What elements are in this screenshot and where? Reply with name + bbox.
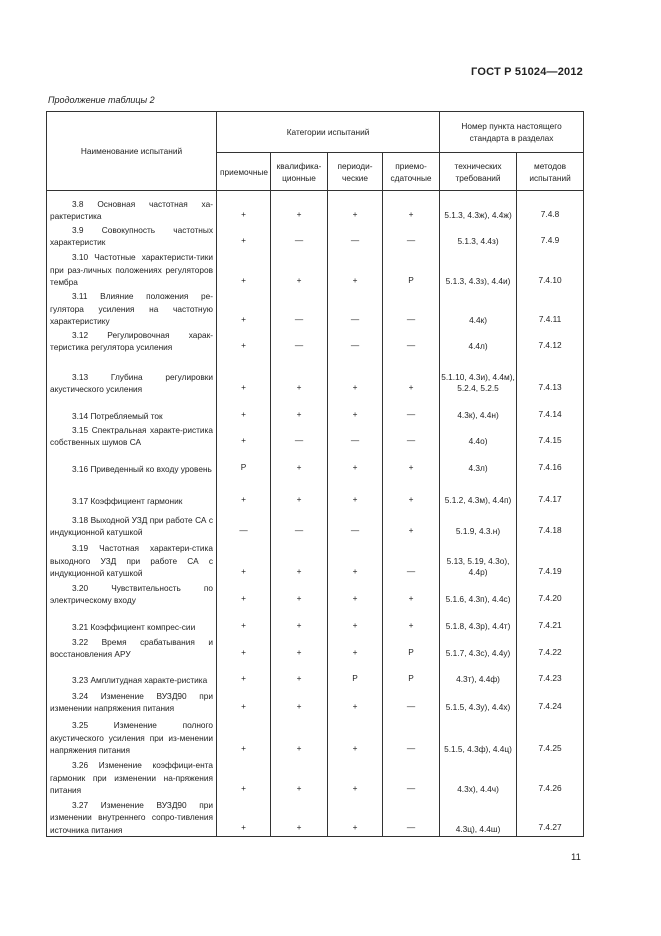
table-row xyxy=(47,634,584,661)
test-method-cell: 7.4.22 xyxy=(517,634,584,661)
qualification-cell: + xyxy=(271,354,328,396)
table-row xyxy=(47,223,584,249)
qualification-cell: + xyxy=(271,661,328,687)
acceptance-cell: + xyxy=(217,661,271,687)
test-table xyxy=(46,111,584,837)
delivery-cell: — xyxy=(383,539,440,580)
acceptance-cell: + xyxy=(217,539,271,580)
qualification-cell: — xyxy=(271,328,328,354)
qualification-cell: — xyxy=(271,423,328,449)
delivery-cell: — xyxy=(383,757,440,797)
table-continuation-caption: Продолжение таблицы 2 xyxy=(48,95,155,105)
technical-requirements-cell: 5.1.3, 4.3ж), 4.4ж) xyxy=(440,191,517,223)
test-method-cell: 7.4.20 xyxy=(517,580,584,607)
acceptance-cell: + xyxy=(217,328,271,354)
periodic-cell: + xyxy=(328,449,383,476)
periodic-cell: + xyxy=(328,634,383,661)
qualification-cell: — xyxy=(271,508,328,539)
test-name-cell: 3.21 Коэффициент компрес-сии xyxy=(47,607,217,634)
delivery-cell: + xyxy=(383,476,440,508)
test-method-cell: 7.4.9 xyxy=(517,223,584,249)
delivery-cell: — xyxy=(383,289,440,328)
header-test-methods: методов испытаний xyxy=(517,153,584,191)
periodic-cell: + xyxy=(328,607,383,634)
acceptance-cell: + xyxy=(217,634,271,661)
table-row xyxy=(47,607,584,634)
qualification-cell: + xyxy=(271,715,328,757)
test-name-cell: 3.13 Глубина регулировки акустического усиления xyxy=(47,354,217,396)
periodic-cell: — xyxy=(328,328,383,354)
test-method-cell: 7.4.26 xyxy=(517,757,584,797)
header-qualification: квалифика-ционные xyxy=(271,153,328,191)
test-name-cell: 3.26 Изменение коэффици-ента гармоник при изменении на-пряжения питания xyxy=(47,757,217,797)
test-name-cell: 3.9 Совокупность частотных характеристик xyxy=(47,223,217,249)
header-delivery: приемо-сдаточные xyxy=(383,153,440,191)
delivery-cell: + xyxy=(383,191,440,223)
table-row xyxy=(47,661,584,687)
test-method-cell: 7.4.13 xyxy=(517,354,584,396)
test-method-cell: 7.4.16 xyxy=(517,449,584,476)
test-name-cell: 3.23 Амплитудная характе-ристика xyxy=(47,661,217,687)
technical-requirements-cell: 5.1.3, 4.4з) xyxy=(440,223,517,249)
qualification-cell: — xyxy=(271,223,328,249)
acceptance-cell: — xyxy=(217,508,271,539)
technical-requirements-cell: 5.13, 5.19, 4.3о), 4.4р) xyxy=(440,539,517,580)
test-method-cell: 7.4.10 xyxy=(517,249,584,289)
test-method-cell: 7.4.25 xyxy=(517,715,584,757)
acceptance-cell: + xyxy=(217,249,271,289)
page-number: 11 xyxy=(571,852,581,863)
test-name-cell: 3.16 Приведенный ко входу уровень xyxy=(47,449,217,476)
acceptance-cell: + xyxy=(217,715,271,757)
qualification-cell: + xyxy=(271,249,328,289)
technical-requirements-cell: 4.4л) xyxy=(440,328,517,354)
technical-requirements-cell: 4.3т), 4.4ф) xyxy=(440,661,517,687)
test-method-cell: 7.4.15 xyxy=(517,423,584,449)
periodic-cell: + xyxy=(328,797,383,837)
test-name-cell: 3.12 Регулировочная харак-теристика регулятора усиления xyxy=(47,328,217,354)
delivery-cell: + xyxy=(383,508,440,539)
header-categories: Категории испытаний xyxy=(217,112,440,153)
acceptance-cell: + xyxy=(217,191,271,223)
periodic-cell: Р xyxy=(328,661,383,687)
table-row xyxy=(47,396,584,423)
periodic-cell: + xyxy=(328,580,383,607)
test-method-cell: 7.4.19 xyxy=(517,539,584,580)
delivery-cell: — xyxy=(383,396,440,423)
header-periodic: периоди-ческие xyxy=(328,153,383,191)
acceptance-cell: + xyxy=(217,423,271,449)
test-method-cell: 7.4.23 xyxy=(517,661,584,687)
qualification-cell: — xyxy=(271,289,328,328)
periodic-cell: — xyxy=(328,223,383,249)
table-row xyxy=(47,539,584,580)
test-name-cell: 3.20 Чувствительность по электрическому входу xyxy=(47,580,217,607)
table-row xyxy=(47,757,584,797)
table-row xyxy=(47,354,584,396)
test-method-cell: 7.4.17 xyxy=(517,476,584,508)
technical-requirements-cell: 5.1.2, 4.3м), 4.4п) xyxy=(440,476,517,508)
delivery-cell: Р xyxy=(383,661,440,687)
delivery-cell: — xyxy=(383,328,440,354)
test-method-cell: 7.4.8 xyxy=(517,191,584,223)
header-test-name: Наименование испытаний xyxy=(47,112,217,191)
acceptance-cell: + xyxy=(217,797,271,837)
table-row xyxy=(47,508,584,539)
technical-requirements-cell: 5.1.5, 4.3ф), 4.4ц) xyxy=(440,715,517,757)
technical-requirements-cell: 5.1.6, 4.3п), 4.4с) xyxy=(440,580,517,607)
periodic-cell: + xyxy=(328,476,383,508)
table-row xyxy=(47,328,584,354)
technical-requirements-cell: 4.4о) xyxy=(440,423,517,449)
table-row xyxy=(47,191,584,223)
test-name-cell: 3.19 Частотная характери-стика выходного УЗД при работе СА с индукционной катушкой xyxy=(47,539,217,580)
test-name-cell: 3.8 Основная частотная ха-рактеристика xyxy=(47,191,217,223)
test-name-cell: 3.22 Время срабатывания и восстановления АРУ xyxy=(47,634,217,661)
acceptance-cell: + xyxy=(217,580,271,607)
periodic-cell: + xyxy=(328,396,383,423)
technical-requirements-cell: 5.1.3, 4.3з), 4.4и) xyxy=(440,249,517,289)
technical-requirements-cell: 4.3л) xyxy=(440,449,517,476)
delivery-cell: Р xyxy=(383,634,440,661)
periodic-cell: + xyxy=(328,191,383,223)
test-name-cell: 3.17 Коэффициент гармоник xyxy=(47,476,217,508)
table-row xyxy=(47,476,584,508)
technical-requirements-cell: 5.1.7, 4.3с), 4.4у) xyxy=(440,634,517,661)
acceptance-cell: + xyxy=(217,289,271,328)
periodic-cell: — xyxy=(328,423,383,449)
table-row xyxy=(47,797,584,837)
delivery-cell: — xyxy=(383,687,440,715)
delivery-cell: + xyxy=(383,449,440,476)
test-method-cell: 7.4.12 xyxy=(517,328,584,354)
qualification-cell: + xyxy=(271,797,328,837)
qualification-cell: + xyxy=(271,539,328,580)
table-row xyxy=(47,715,584,757)
technical-requirements-cell: 5.1.5, 4.3у), 4.4х) xyxy=(440,687,517,715)
table-row xyxy=(47,249,584,289)
test-name-cell: 3.27 Изменение ВУЗД90 при изменении внутреннего сопро-тивления источника питания xyxy=(47,797,217,837)
delivery-cell: + xyxy=(383,607,440,634)
technical-requirements-cell: 4.3х), 4.4ч) xyxy=(440,757,517,797)
delivery-cell: — xyxy=(383,797,440,837)
acceptance-cell: + xyxy=(217,687,271,715)
qualification-cell: + xyxy=(271,634,328,661)
test-method-cell: 7.4.18 xyxy=(517,508,584,539)
header-technical-requirements: технических требований xyxy=(440,153,517,191)
test-name-cell: 3.10 Частотные характеристи-тики при раз-личных положениях регуляторов тембра xyxy=(47,249,217,289)
periodic-cell: — xyxy=(328,289,383,328)
acceptance-cell: Р xyxy=(217,449,271,476)
periodic-cell: — xyxy=(328,508,383,539)
header-acceptance: приемочные xyxy=(217,153,271,191)
delivery-cell: — xyxy=(383,715,440,757)
acceptance-cell: + xyxy=(217,476,271,508)
periodic-cell: + xyxy=(328,687,383,715)
qualification-cell: + xyxy=(271,449,328,476)
test-name-cell: 3.24 Изменение ВУЗД90 при изменении напряжения питания xyxy=(47,687,217,715)
technical-requirements-cell: 5.1.8, 4.3р), 4.4т) xyxy=(440,607,517,634)
test-method-cell: 7.4.14 xyxy=(517,396,584,423)
test-name-cell: 3.25 Изменение полного акустического усиления при из-менении напряжения питания xyxy=(47,715,217,757)
table-row xyxy=(47,687,584,715)
table-row xyxy=(47,580,584,607)
technical-requirements-cell: 4.3к), 4.4н) xyxy=(440,396,517,423)
acceptance-cell: + xyxy=(217,354,271,396)
delivery-cell: Р xyxy=(383,249,440,289)
qualification-cell: + xyxy=(271,476,328,508)
test-method-cell: 7.4.11 xyxy=(517,289,584,328)
periodic-cell: + xyxy=(328,715,383,757)
qualification-cell: + xyxy=(271,580,328,607)
test-name-cell: 3.11 Влияние положения ре-гулятора усиления на частотную характеристику xyxy=(47,289,217,328)
acceptance-cell: + xyxy=(217,396,271,423)
test-name-cell: 3.14 Потребляемый ток xyxy=(47,396,217,423)
qualification-cell: + xyxy=(271,191,328,223)
technical-requirements-cell: 4.3ц), 4.4ш) xyxy=(440,797,517,837)
test-method-cell: 7.4.21 xyxy=(517,607,584,634)
periodic-cell: + xyxy=(328,757,383,797)
header-clause-number: Номер пункта настоящего стандарта в разделах xyxy=(440,112,584,153)
periodic-cell: + xyxy=(328,249,383,289)
test-name-cell: 3.15 Спектральная характе-ристика собственных шумов СА xyxy=(47,423,217,449)
test-method-cell: 7.4.27 xyxy=(517,797,584,837)
table-body xyxy=(47,191,584,837)
table-row xyxy=(47,289,584,328)
standard-title: ГОСТ Р 51024—2012 xyxy=(471,66,583,78)
acceptance-cell: + xyxy=(217,607,271,634)
acceptance-cell: + xyxy=(217,223,271,249)
periodic-cell: + xyxy=(328,539,383,580)
qualification-cell: + xyxy=(271,607,328,634)
qualification-cell: + xyxy=(271,687,328,715)
test-name-cell: 3.18 Выходной УЗД при работе СА с индукционной катушкой xyxy=(47,508,217,539)
qualification-cell: + xyxy=(271,757,328,797)
technical-requirements-cell: 4.4к) xyxy=(440,289,517,328)
technical-requirements-cell: 5.1.9, 4.3.н) xyxy=(440,508,517,539)
periodic-cell: + xyxy=(328,354,383,396)
delivery-cell: — xyxy=(383,223,440,249)
technical-requirements-cell: 5.1.10, 4.3и), 4.4м), 5.2.4, 5.2.5 xyxy=(440,354,517,396)
table-row xyxy=(47,423,584,449)
delivery-cell: + xyxy=(383,354,440,396)
delivery-cell: — xyxy=(383,423,440,449)
table-row xyxy=(47,449,584,476)
delivery-cell: + xyxy=(383,580,440,607)
acceptance-cell: + xyxy=(217,757,271,797)
qualification-cell: + xyxy=(271,396,328,423)
test-method-cell: 7.4.24 xyxy=(517,687,584,715)
